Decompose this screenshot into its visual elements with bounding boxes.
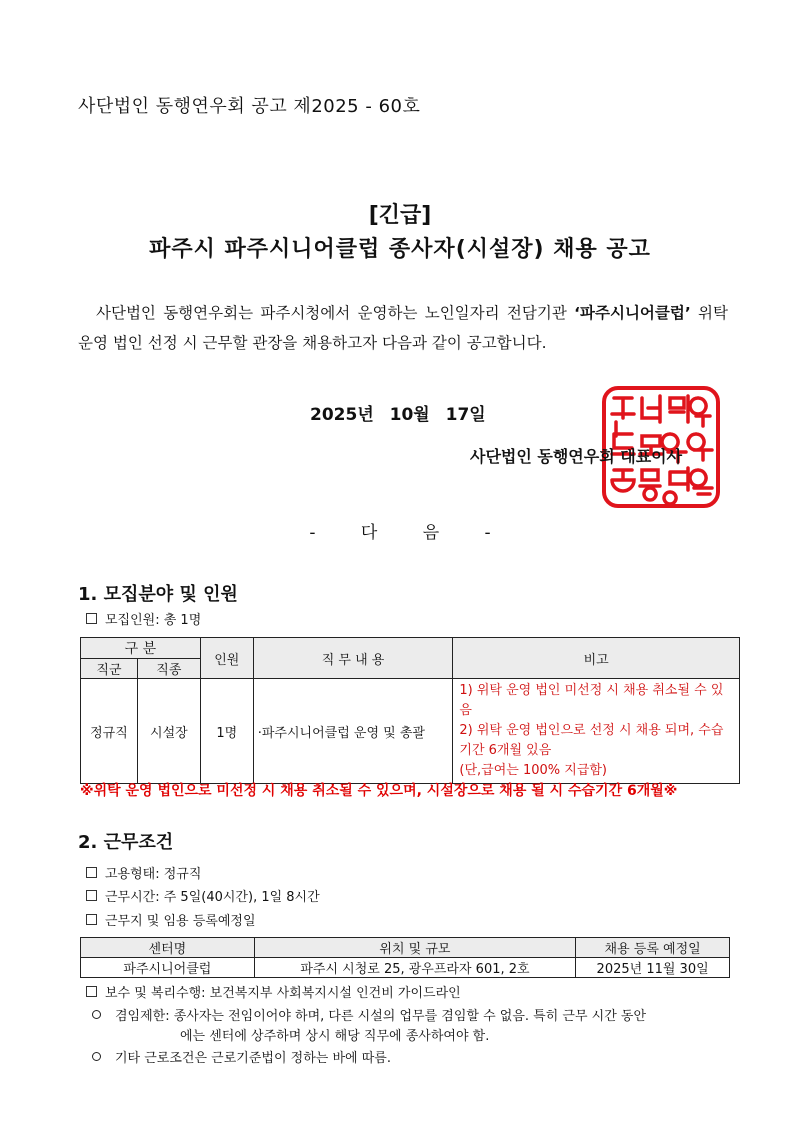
intro-text-2: 위탁 운영 법인 선정 시 근무할 관장을 채용하고자 다음과 같이 공고합니다. [78, 304, 729, 352]
remark-3: (단,급여는 100% 지급함) [459, 763, 608, 778]
page-title: 파주시 파주시니어클럽 종사자(시설장) 채용 공고 [149, 237, 651, 262]
header-center: 센터명 [81, 938, 255, 958]
cell-count: 1명 [200, 679, 253, 784]
checkbox-square-icon [86, 613, 97, 624]
cell-register-date: 2025년 11월 30일 [576, 958, 730, 978]
restriction-line-2: 에는 센터에 상주하며 상시 해당 직무에 종사하여야 함. [180, 1029, 490, 1044]
section2-title: 2. 근무조건 [78, 832, 174, 853]
recruit-count-text: 모집인원: 총 1명 [105, 613, 202, 628]
intro-text-1: 사단법인 동행연우회는 파주시청에서 운영하는 노인일자리 전담기관 [96, 304, 575, 322]
condition-item [86, 863, 201, 882]
cell-jobtype: 정규직 [81, 679, 138, 784]
section1-title: 1. 모집분야 및 인원 [78, 584, 238, 605]
circle-bullet-icon [92, 1052, 101, 1061]
header-register-date: 채용 등록 예정일 [576, 938, 730, 958]
checkbox-square-icon [86, 986, 97, 997]
cell-location: 파주시 시청로 25, 광우프라자 601, 2호 [254, 958, 575, 978]
workplace-table [80, 937, 730, 978]
condition-text: 근무시간: 주 5일(40시간), 1일 8시간 [105, 890, 320, 905]
header-count: 인원 [200, 638, 253, 679]
checkbox-square-icon [86, 867, 97, 878]
header-jobkind: 직종 [137, 659, 200, 679]
notice-date: 2025년 10월 17일 [310, 405, 486, 425]
cell-jobkind: 시설장 [137, 679, 200, 784]
warning-note: ※위탁 운영 법인으로 미선정 시 채용 취소될 수 있으며, 시설장으로 채용 될 시 수습기간 6개월※ [80, 783, 678, 799]
condition-item [86, 886, 320, 905]
recruitment-table [80, 637, 740, 784]
remark-2: 2) 위탁 운영 법인으로 선정 시 채용 되며, 수습기간 6개월 있음 [459, 723, 724, 758]
issuer-signature: 사단법인 동행연우회 대표이사 [470, 447, 683, 466]
remark-1: 1) 위탁 운영 법인 미선정 시 채용 취소될 수 있음 [459, 683, 724, 718]
concurrent-restriction-item [92, 1005, 646, 1024]
recruit-count-item [86, 609, 201, 628]
other-conditions-text: 기타 근로조건은 근로기준법이 정하는 바에 따름. [115, 1051, 391, 1066]
circle-bullet-icon [92, 1010, 101, 1019]
header-group: 구 분 [81, 638, 201, 659]
checkbox-square-icon [86, 890, 97, 901]
condition-text: 근무지 및 임용 등록예정일 [105, 914, 256, 929]
intro-paragraph [78, 298, 728, 358]
other-conditions-item [92, 1047, 391, 1066]
cell-remarks [453, 679, 740, 784]
header-location: 위치 및 규모 [254, 938, 575, 958]
notice-number: 사단법인 동행연우회 공고 제2025 - 60호 [78, 96, 421, 117]
urgent-label: [긴급] [368, 203, 432, 228]
next-heading: - 다 음 - [309, 523, 491, 543]
checkbox-square-icon [86, 914, 97, 925]
cell-center: 파주시니어클럽 [81, 958, 255, 978]
header-duty: 직 무 내 용 [253, 638, 453, 679]
pay-text: 보수 및 복리수행: 보건복지부 사회복지시설 인건비 가이드라인 [105, 986, 461, 1001]
condition-text: 고용형태: 정규직 [105, 867, 202, 882]
header-jobtype: 직군 [81, 659, 138, 679]
cell-duty: ·파주시니어클럽 운영 및 총괄 [253, 679, 453, 784]
restriction-line-1: 겸임제한: 종사자는 전임이어야 하며, 다른 시설의 업무를 겸임할 수 없음. 특히 근무 시간 동안 [115, 1009, 647, 1024]
header-remark: 비고 [453, 638, 740, 679]
pay-item [86, 982, 461, 1001]
condition-item [86, 910, 256, 929]
intro-bold-name: ‘파주시니어클럽’ [574, 304, 691, 322]
